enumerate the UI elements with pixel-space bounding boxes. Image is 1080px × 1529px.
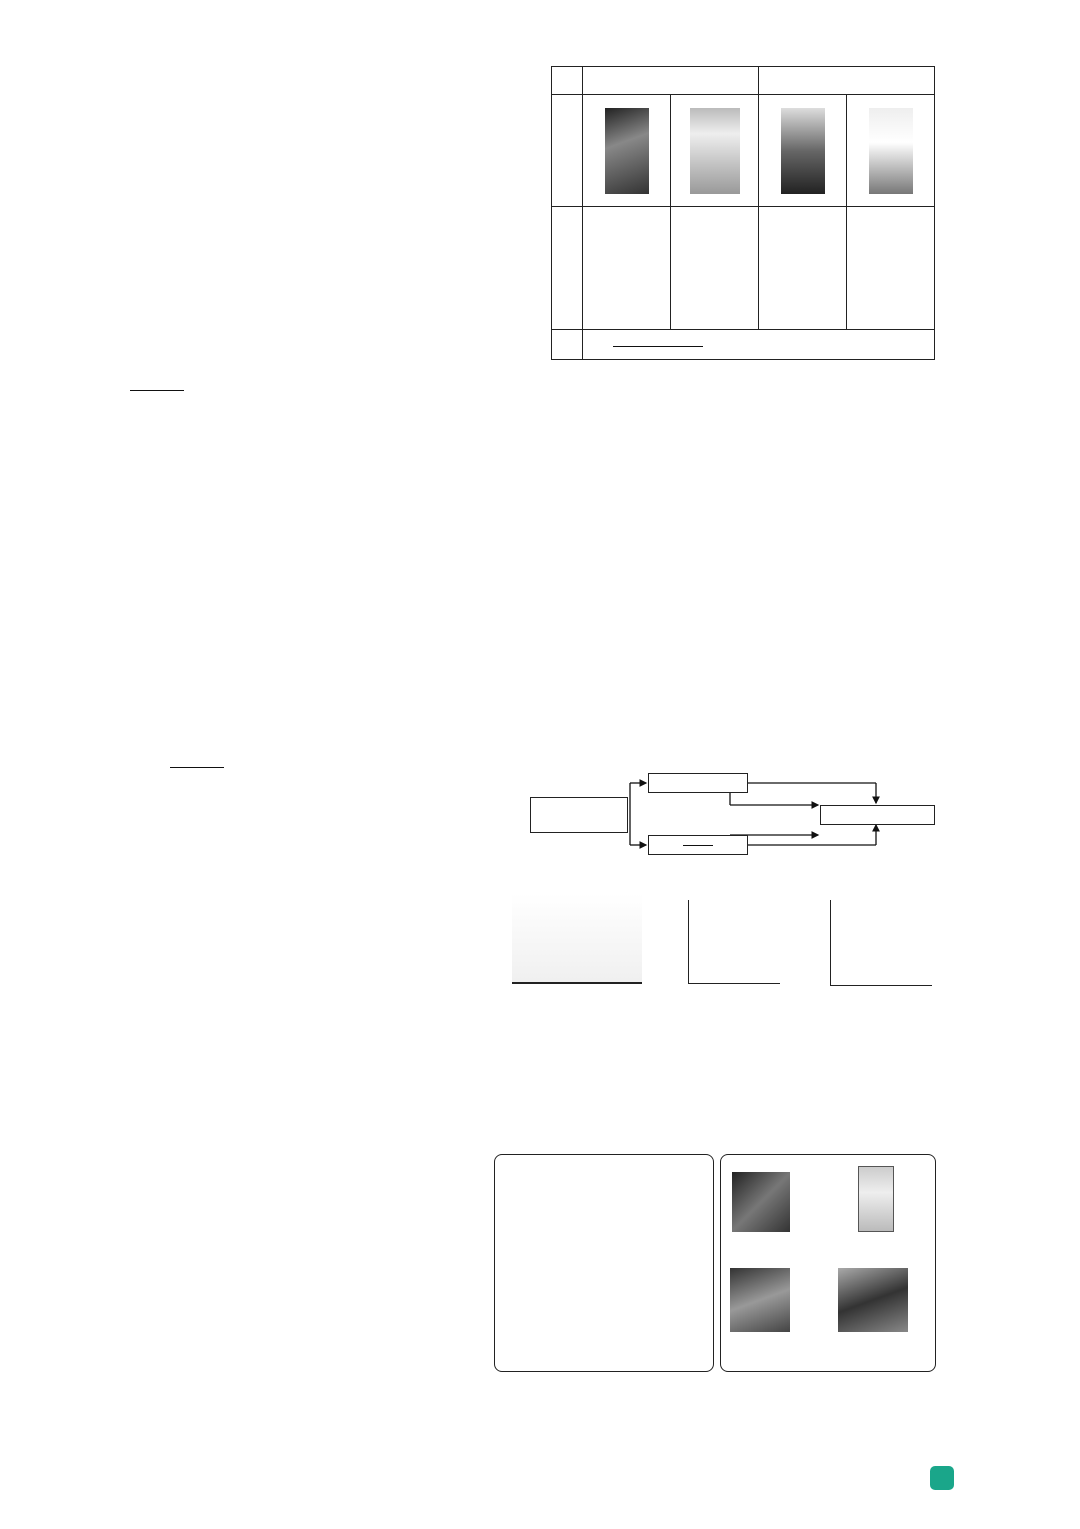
row-label-quotes — [552, 207, 583, 329]
work-cell-3 — [759, 95, 847, 207]
hamlet-cover-image — [690, 108, 740, 194]
cpc-founding-box — [820, 805, 935, 825]
work-cell-4 — [847, 95, 935, 207]
chart-mobile-payment — [508, 878, 648, 1020]
work-cell-1 — [583, 95, 671, 207]
chart2-y-ticks — [658, 900, 686, 984]
work-cell-2 — [671, 95, 759, 207]
divine-comedy-cover-image — [605, 108, 649, 194]
row-label-common — [552, 329, 583, 359]
movement-renaissance — [583, 67, 759, 95]
chart1-plot — [512, 894, 642, 984]
chart-ride-hailing — [658, 872, 788, 1020]
quote-2 — [671, 207, 759, 329]
material-pack-1 — [494, 1154, 714, 1372]
q14-blank — [170, 767, 224, 768]
yang-liwei-photo — [838, 1268, 908, 1332]
diary-of-madman-cover-image — [869, 108, 913, 194]
chart3-plot — [830, 900, 932, 986]
quote-4 — [847, 207, 935, 329]
common-effect-blank — [613, 346, 703, 347]
q11-blank — [130, 390, 184, 391]
may-1919-box — [648, 835, 748, 855]
q16-title-line — [130, 1118, 150, 1141]
chart-internet-users — [800, 878, 938, 1020]
diagram-blank — [683, 845, 713, 846]
row-label-event — [552, 67, 583, 95]
quote-1 — [583, 207, 671, 329]
ww1-box — [530, 797, 628, 833]
october-revolution-box — [648, 773, 748, 793]
constitution-1954-photo — [858, 1166, 894, 1232]
movement-new-culture — [759, 67, 935, 95]
q14-stem-2 — [170, 751, 224, 774]
chart2-plot — [688, 900, 780, 984]
camscanner-logo-icon — [930, 1466, 954, 1490]
ww1-structure-diagram — [530, 765, 940, 865]
row-label-works — [552, 95, 583, 207]
chart3-y-ticks — [800, 900, 828, 986]
quote-3 — [759, 207, 847, 329]
youth-magazine-cover-image — [781, 108, 825, 194]
common-effect-cell — [583, 329, 935, 359]
q11-stem — [130, 374, 184, 397]
knowledge-table — [551, 66, 935, 360]
pingxingguan-photo — [732, 1172, 790, 1232]
yuan-longping-photo — [730, 1268, 790, 1332]
